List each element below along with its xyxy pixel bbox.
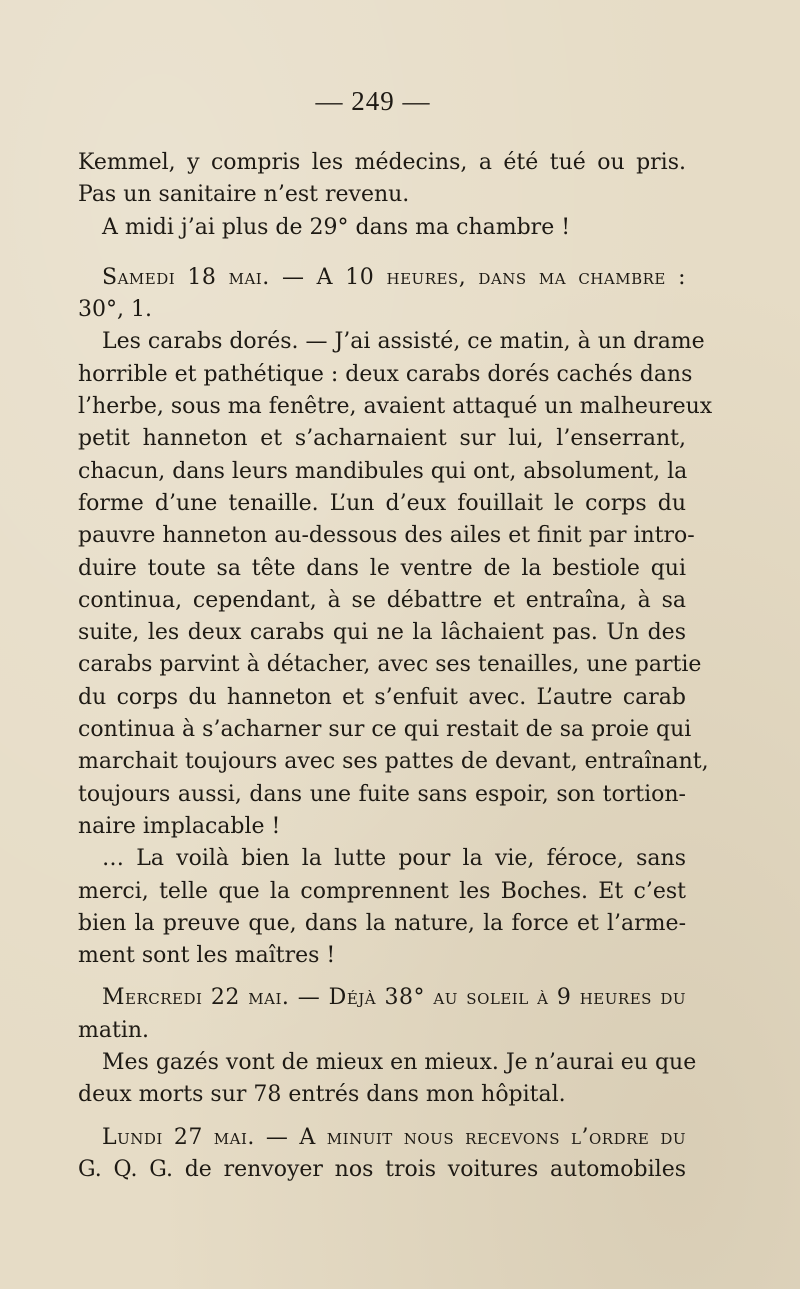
text-line: toujours aussi, dans une fuite sans espoir, son tortion- [78,781,686,807]
text-line: bien la preuve que, dans la nature, la force et l’arme- [78,910,686,936]
text-line: petit hanneton et s’acharnaient sur lui, l’enserrant, [78,426,686,452]
text-line: du corps du hanneton et s’enfuit avec. L’autre carab [78,684,686,710]
text-line: l’herbe, sous ma fenêtre, avaient attaqué un malheureux [78,394,713,420]
diary-entry-heading: Samedi 18 mai. — A 10 heures, dans ma chambre : [102,264,686,290]
text-line: continua, cependant, à se débattre et entraîna, à sa [78,587,686,613]
text-line: A midi j’ai plus de 29° dans ma chambre ! [102,214,571,240]
text-line: suite, les deux carabs qui ne la lâchaient pas. Un des [78,620,686,646]
diary-entry-heading: Mercredi 22 mai. — Déjà 38° au soleil à 9 heures du [102,985,686,1011]
text-line: ment sont les maîtres ! [78,943,336,969]
text-line: continua à s’acharner sur ce qui restait de sa proie qui [78,717,692,743]
text-line: marchait toujours avec ses pattes de devant, entraînant, [78,749,709,775]
text-line: merci, telle que la comprennent les Boches. Et c’est [78,878,686,904]
text-line: 30°, 1. [78,297,152,323]
text-line: Kemmel, y compris les médecins, a été tué ou pris. [78,150,686,175]
section-heading-line: Les carabs dorés. — J’ai assisté, ce matin, à un drame [102,329,705,355]
text-line: naire implacable ! [78,813,281,839]
text-line: … La voilà bien la lutte pour la vie, féroce, sans [102,846,686,872]
text-line: G. Q. G. de renvoyer nos trois voitures automobiles [78,1156,686,1182]
text-line: forme d’une tenaille. L’un d’eux fouillait le corps du [78,490,686,516]
text-line: pauvre hanneton au-dessous des ailes et finit par intro- [78,523,695,549]
text-line: Mes gazés vont de mieux en mieux. Je n’aurai eu que [102,1050,697,1076]
text-line: carabs parvint à détacher, avec ses tenailles, une partie [78,652,702,678]
text-line: deux morts sur 78 entrés dans mon hôpital. [78,1082,566,1108]
body-text [78,147,713,1186]
text-line: horrible et pathétique : deux carabs dorés cachés dans [78,361,693,387]
diary-entry-heading: Lundi 27 mai. — A minuit nous recevons l’ordre du [102,1124,686,1150]
text-line: Pas un sanitaire n’est revenu. [78,182,410,208]
text-line: duire toute sa tête dans le ventre de la bestiole qui [78,555,686,581]
text-line: matin. [78,1017,150,1043]
text-line: chacun, dans leurs mandibules qui ont, absolument, la [78,458,688,484]
page-number: — 249 — [315,86,431,116]
